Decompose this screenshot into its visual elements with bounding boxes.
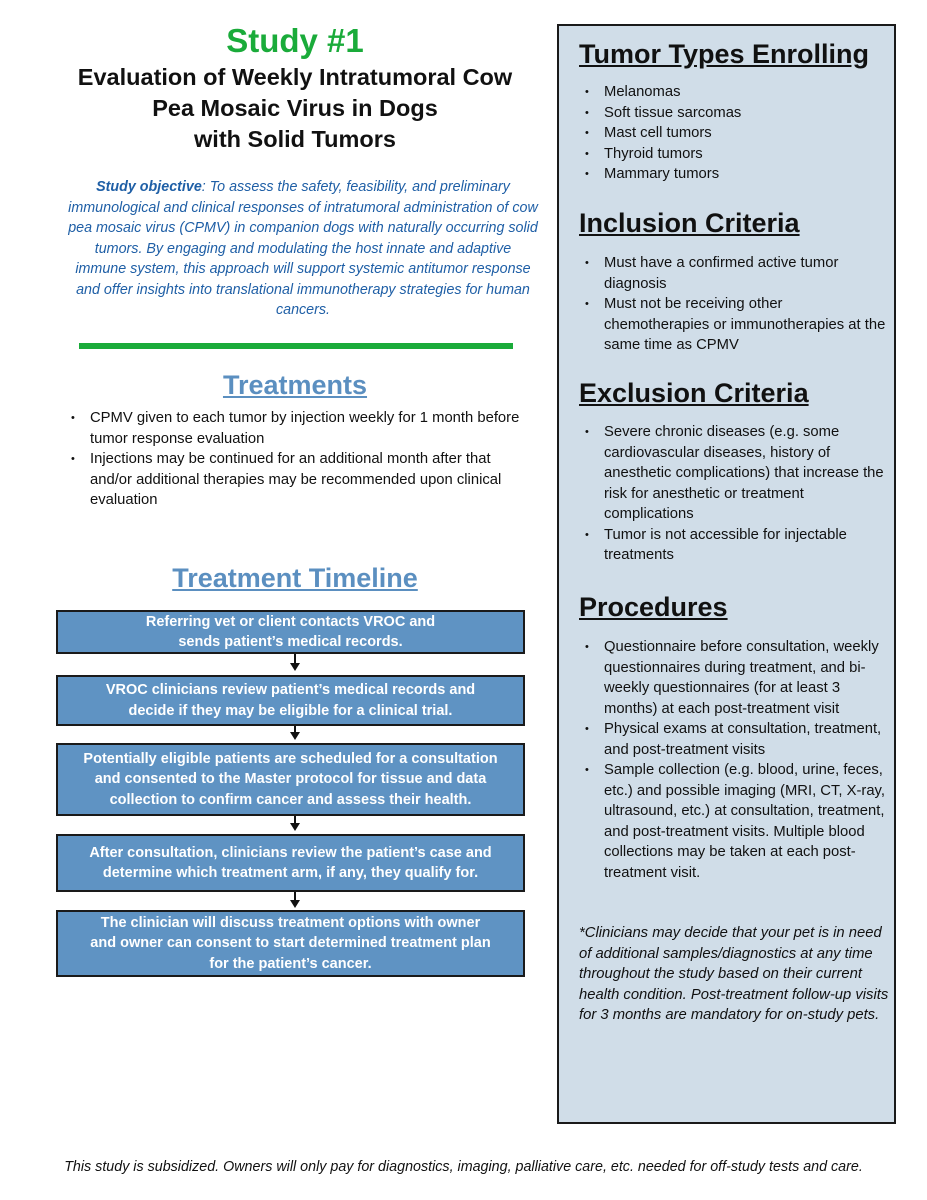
- timeline-step-text: Potentially eligible patients are scheduled for a consultation and consented to the Master protocol for tissue and data collection to confirm cancer and assess their health.: [83, 750, 498, 808]
- list-item: • Melanomas: [578, 82, 888, 103]
- timeline-step-4: [56, 834, 525, 892]
- timeline-heading: Treatment Timeline: [172, 563, 418, 593]
- arrow-down-icon: [290, 900, 300, 908]
- inclusion-heading: Inclusion Criteria: [579, 208, 800, 238]
- list-item: • Sample collection (e.g. blood, urine, feces, etc.) and possible imaging (MRI, CT, X-ray, ultrasound, etc.) at consultation, treatment, and post-treatment visits. Multiple blood collections may be taken at each post-treatment visit.: [578, 760, 888, 883]
- exclusion-list: [578, 422, 888, 566]
- timeline-step-text: Referring vet or client contacts VROC and sends patient’s medical records.: [145, 613, 436, 650]
- arrow-down-icon: [290, 823, 300, 831]
- tumor-types-list: [578, 82, 888, 185]
- procedures-list: [578, 637, 888, 883]
- list-item: • Must have a confirmed active tumor diagnosis: [578, 253, 888, 294]
- tumor-types-heading: Tumor Types Enrolling: [579, 39, 870, 69]
- treatments-heading: Treatments: [222, 370, 368, 400]
- divider-rule: [79, 343, 513, 349]
- list-item: • Physical exams at consultation, treatment, and post-treatment visits: [578, 719, 888, 760]
- timeline-step-text: The clinician will discuss treatment options with owner and owner can consent to start determined treatment plan for the patient’s cancer.: [90, 914, 491, 972]
- timeline-step-text: VROC clinicians review patient’s medical records and decide if they may be eligible for a clinical trial.: [105, 682, 476, 719]
- list-item: • Mast cell tumors: [578, 123, 888, 144]
- arrow-down-icon: [290, 732, 300, 740]
- timeline-step-1: [56, 610, 525, 654]
- list-item: • Injections may be continued for an additional month after that and/or additional therapies may be recommended upon clinical evaluation: [64, 449, 524, 511]
- timeline-step-text: After consultation, clinicians review the patient’s case and determine which treatment arm, if any, they qualify for.: [89, 844, 492, 881]
- objective-label: Study objective: [96, 179, 202, 195]
- subtitle-line: Evaluation of Weekly Intratumoral Cow: [77, 64, 513, 90]
- study-subtitle: [55, 62, 535, 155]
- timeline-step-3: [56, 743, 525, 816]
- list-item: • Soft tissue sarcomas: [578, 103, 888, 124]
- list-item: • Must not be receiving other chemotherapies or immunotherapies at the same time as CPMV: [578, 294, 888, 356]
- procedures-heading: Procedures: [579, 592, 728, 622]
- footer-note: This study is subsidized. Owners will only pay for diagnostics, imaging, palliative care, etc. needed for off-study tests and care.: [64, 1159, 863, 1175]
- list-item: • CPMV given to each tumor by injection weekly for 1 month before tumor response evaluation: [64, 408, 524, 449]
- objective-text: : To assess the safety, feasibility, and preliminary immunological and clinical responses of intratumoral administration of cow pea mosaic virus (CPMV) in companion dogs with naturally occurring solid tumors. By engaging and modulating the host innate and adaptive immune system, this approach will support systemic antitumor response and offer insights into translational immunotherapy strategies for human cancers.: [68, 179, 538, 318]
- study-objective: [68, 177, 538, 321]
- inclusion-list: [578, 253, 888, 356]
- timeline-step-2: [56, 675, 525, 726]
- list-item: • Severe chronic diseases (e.g. some cardiovascular diseases, history of anesthetic complications) that increase the risk for anesthetic or treatment complications: [578, 422, 888, 525]
- list-item: • Questionnaire before consultation, weekly questionnaires during treatment, and bi-weekly questionnaires (for at least 3 months) at each post-treatment visit: [578, 637, 888, 719]
- exclusion-heading: Exclusion Criteria: [579, 378, 809, 408]
- clinician-note: *Clinicians may decide that your pet is in need of additional samples/diagnostics at any time throughout the study based on their current health condition. Post-treatment follow-up visits for 3 months are mandatory for on-study pets.: [579, 925, 889, 1023]
- study-title: Study #1: [226, 22, 364, 59]
- arrow-down-icon: [290, 663, 300, 671]
- list-item: • Thyroid tumors: [578, 144, 888, 165]
- list-item: • Tumor is not accessible for injectable treatments: [578, 525, 888, 566]
- subtitle-line: with Solid Tumors: [194, 126, 396, 152]
- subtitle-line: Pea Mosaic Virus in Dogs: [152, 95, 438, 121]
- timeline-step-5: [56, 910, 525, 977]
- treatments-list: [64, 408, 524, 511]
- list-item: • Mammary tumors: [578, 164, 888, 185]
